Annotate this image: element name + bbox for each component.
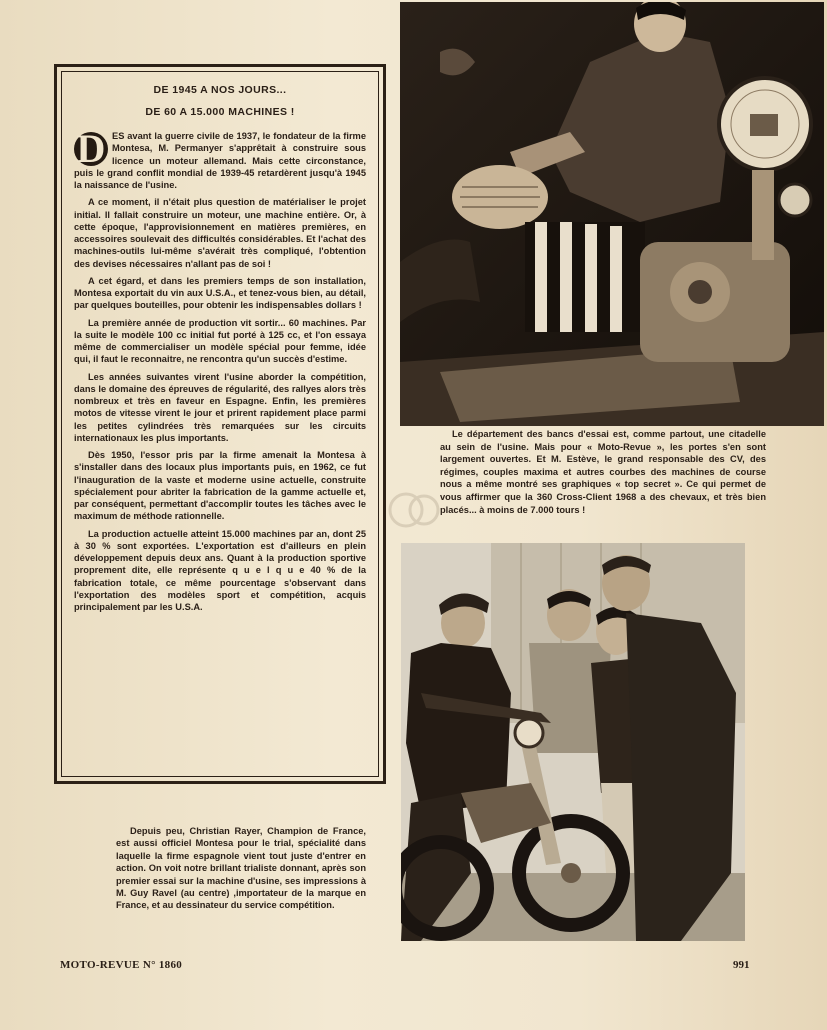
article-paragraph: La production actuelle atteint 15.000 machines par an, dont 25 à 30 % sont exportées. L'exportation est d'ailleurs en plein développement depuis deux ans. Quant à la production sportive proprement dite, elle représente q u e l q u e 40 % de la fabrication totale, ce même pourcentage s'observant dans l'exportation des modèles sport et compétition, acquis principalement par les U.S.A.: [74, 528, 366, 612]
article-paragraph: A cet égard, et dans les premiers temps de son installation, Montesa exportait du vin aux U.S.A., et tenez-vous bien, au détail, par quelques bouteilles, pour obtenir les indispensables dollars !: [74, 275, 366, 311]
engine-photo-illustration: [400, 2, 824, 426]
article-paragraph: La première année de production vit sortir... 60 machines. Par la suite le modèle 100 cc initial fut porté à 125 cc, et l'on essaya même de commercialiser un modèle spécial pour femme, idée qui, il faut le reconnaitre, ne rencontra qu'un succès d'estime.: [74, 317, 366, 365]
article-paragraph: Dès 1950, l'essor pris par la firme amenait la Montesa à s'installer dans des locaux plus importants puis, en 1962, ce fut l'inauguration de la vaste et moderne usine actuelle, construite spécialement pour abriter la fabrication de la gamme actuelle et, par conséquent, permettant d'accomplir toutes les tâches avec le maximum de méthode rationnelle.: [74, 450, 366, 522]
watermark-logo-icon: [388, 486, 440, 534]
article-paragraph: Les années suivantes virent l'usine aborder la compétition, dans le domaine des épreuves de régularité, des rallyes alors très nombreux et très en faveur en Espagne. Enfin, les premières motos de vitesse virent le jour et prirent rapidement place parmi les petites cylindrées très remarquées sur les circuits internationaux les plus importants.: [74, 371, 366, 443]
dropcap-letter: D: [74, 132, 108, 166]
riders-photo-illustration: [401, 543, 745, 941]
article-paragraph: [74, 126, 366, 191]
article-heading-line1: DE 1945 A NOS JOURS...: [153, 84, 287, 96]
paragraph-text: ES avant la guerre civile de 1937, le fondateur de la firme Montesa, M. Permanyer s'apprêtait à construire sous licence un moteur allemand. Mais cette circonstance, puis le grand conflit mondial de 1939-45 retardèrent jusqu'à 1945 la naissance de l'usine.: [74, 131, 366, 190]
bottom-photo-caption: Depuis peu, Christian Rayer, Champion de France, est aussi officiel Montesa pour le trial, spécialité dans laquelle la firme espagnole vient tout juste d'entrer en action. On voit notre brillant trialiste donnant, après son premier essai sur la machine d'usine, ses impressions à M. Guy Ravel (au centre) ,importateur de la marque en France, et au dessinateur du service compétition.: [116, 826, 366, 911]
article-box-inner: [61, 71, 379, 777]
riders-motorcycle-photo: [401, 543, 745, 941]
engine-test-bench-photo: [400, 2, 824, 426]
magazine-footer-title: MOTO-REVUE N° 1860: [60, 959, 183, 971]
article-box: [54, 64, 386, 784]
top-photo-caption: Le département des bancs d'essai est, comme partout, une citadelle au sein de l'usine. Mais pour « Moto-Revue », les portes s'en sont largement ouvertes. Et M. Estève, le grand responsable des CV, des régimes, couples maxima et autres courbes des machines de course nous a même montré ses graphiques « top secret ». Ce qui permet de vous affirmer que la 360 Cross-Client 1968 a des chevaux, et très bien placés... à moins de 7.000 tours !: [440, 429, 766, 515]
article-heading-line2: DE 60 A 15.000 MACHINES !: [145, 106, 295, 118]
page-number: 991: [733, 959, 750, 971]
article-paragraph: A ce moment, il n'était plus question de matérialiser le projet initial. Il fallait construire un moteur, une machine entière. Or, à cette époque, l'approvisionnement en matières premières, en accessoires soulevait des difficultés considérables. Et l'achat des machines-outils lui-même s'avérait très compliqué, l'obtention des devises nécessaires n'allant pas de soi !: [74, 197, 366, 269]
